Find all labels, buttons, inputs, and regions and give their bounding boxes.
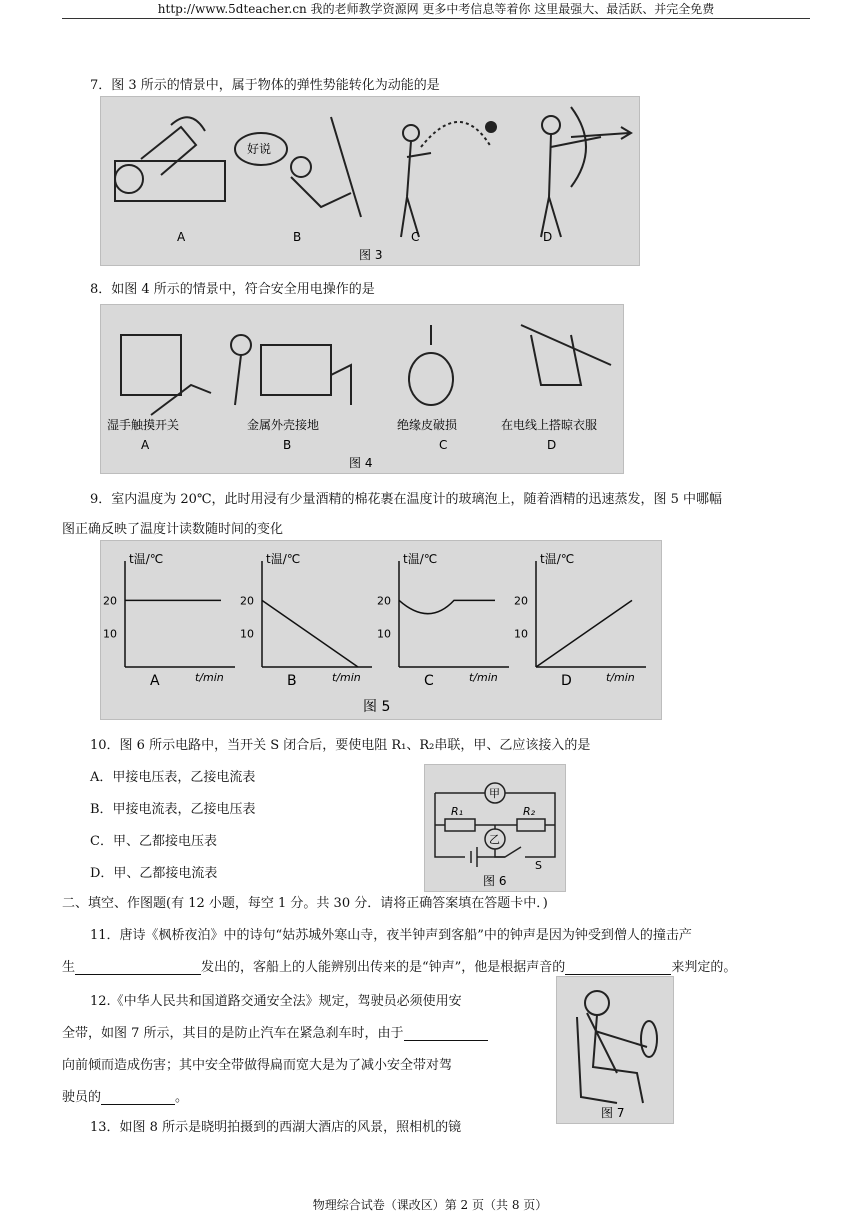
page-footer: 物理综合试卷（课改区）第 2 页（共 8 页） [312,1198,548,1212]
page-header: http://www.5dteacher.cn 我的老师教学资源网 更多中考信息等着你 这里最强大、最活跃、并完全免费 [62,0,810,19]
q11-text-b: 发出的，客船上的人能辨别出传来的是“钟声”，他是根据声音的 [201,960,566,975]
q10-option-a: A．甲接电压表，乙接电流表 [90,770,256,785]
switch-label: S [535,859,542,872]
fig7-caption: 图 7 [601,1106,625,1120]
meter-yi-label: 乙 [489,833,500,846]
chart-D-xlabel: t/min [606,671,635,684]
chart-D-title: D [561,673,572,689]
fig4-label-b: B [283,438,292,452]
bubble-text: 好说 [247,142,272,156]
fig4-label-a: A [141,438,150,452]
chart-C-ytick-1: 10 [377,627,391,641]
question-11-line1: 11．唐诗《枫桥夜泊》中的诗句“姑苏城外寒山寺，夜半钟声到客船”中的钟声是因为钟受到僧人的撞击产 [90,928,692,943]
figure-3 [100,96,640,266]
question-11-line2 [62,956,736,975]
question-10-text: 10．图 6 所示电路中，当开关 S 闭合后，要使电阻 R₁、R₂串联，甲、乙应该接入的是 [90,738,591,753]
chart-A-ytick-1: 10 [103,627,117,641]
fig3-label-c: C [411,230,420,244]
q11-blank-2[interactable] [565,960,671,975]
fig4-label-c: C [439,438,448,452]
figure-5 [100,540,662,720]
chart-A-ylabel: t温/℃ [129,552,164,566]
figure-7-driver [557,977,673,1123]
q11-text-a: 生 [62,960,76,975]
figure-5-charts [101,541,661,719]
fig5-caption: 图 5 [363,699,391,715]
chart-D-ytick-0: 20 [514,594,528,608]
chart-B-ylabel: t温/℃ [266,552,301,566]
chart-C-ytick-0: 20 [377,594,391,608]
r1-label: R₁ [451,805,464,818]
chart-B-series-line [262,600,358,667]
question-12-line2 [62,1022,488,1041]
fig4-caption-d: 在电线上搭晾衣服 [501,418,598,432]
q12-blank-2[interactable] [101,1090,175,1105]
fig6-caption: 图 6 [483,874,507,888]
fig3-caption: 图 3 [359,248,383,262]
r2-label: R₂ [523,805,536,818]
q11-blank-1[interactable] [75,960,201,975]
meter-jia-label: 甲 [489,787,500,800]
figure-6 [424,764,566,892]
q12-text-a: 全带，如图 7 所示，其目的是防止汽车在紧急刹车时，由于 [62,1026,404,1041]
fig4-caption-b: 金属外壳接地 [247,418,320,432]
chart-C-series-line [399,600,495,613]
question-7-text: 7．图 3 所示的情景中，属于物体的弹性势能转化为动能的是 [90,78,440,93]
q12-text-c: 。 [175,1090,189,1105]
question-8-text: 8．如图 4 所示的情景中，符合安全用电操作的是 [90,282,375,297]
q10-option-b: B．甲接电流表，乙接电压表 [90,802,256,817]
fig4-label-d: D [547,438,557,452]
chart-D-series-line [536,600,632,667]
figure-4-illustration [101,305,623,473]
section-2-heading: 二、填空、作图题(有 12 小题，每空 1 分。共 30 分．请将正确答案填在答题卡中．) [62,896,548,911]
chart-D-ytick-1: 10 [514,627,528,641]
chart-C-ylabel: t温/℃ [403,552,438,566]
question-12-line4 [62,1086,188,1105]
question-9-line1: 9．室内温度为 20℃，此时用浸有少量酒精的棉花裹在温度计的玻璃泡上，随着酒精的迅速蒸发，图 5 中哪幅 [90,492,723,507]
q12-blank-1[interactable] [404,1026,488,1041]
chart-B-ytick-1: 10 [240,627,254,641]
chart-C-title: C [424,673,434,689]
chart-A-ytick-0: 20 [103,594,117,608]
question-13-text: 13．如图 8 所示是晓明拍摄到的西湖大酒店的风景，照相机的镜 [90,1120,462,1135]
fig4-caption-c: 绝缘皮破损 [397,418,458,432]
fig3-label-b: B [293,230,302,244]
question-9-line2: 图正确反映了温度计读数随时间的变化 [62,522,284,537]
figure-7 [556,976,674,1124]
q12-text-b: 驶员的 [62,1090,102,1105]
chart-A-title: A [150,673,160,689]
question-12-line3: 向前倾而造成伤害；其中安全带做得扁而宽大是为了减小安全带对驾 [62,1058,453,1073]
chart-B-title: B [287,673,297,689]
chart-A-xlabel: t/min [195,671,224,684]
fig3-label-d: D [543,230,553,244]
fig4-caption-a: 湿手触摸开关 [107,418,180,432]
chart-B-xlabel: t/min [332,671,361,684]
figure-6-circuit [425,765,565,891]
question-12-line1: 12.《中华人民共和国道路交通安全法》规定，驾驶员必须使用安 [90,994,462,1009]
q11-text-c: 来判定的。 [671,960,737,975]
chart-B-ytick-0: 20 [240,594,254,608]
chart-C-xlabel: t/min [469,671,498,684]
figure-3-illustration [101,97,639,265]
q10-option-c: C．甲、乙都接电压表 [90,834,217,849]
fig3-label-a: A [177,230,186,244]
fig4-caption: 图 4 [349,456,373,470]
chart-D-ylabel: t温/℃ [540,552,575,566]
q10-option-d: D．甲、乙都接电流表 [90,866,218,881]
figure-4 [100,304,624,474]
